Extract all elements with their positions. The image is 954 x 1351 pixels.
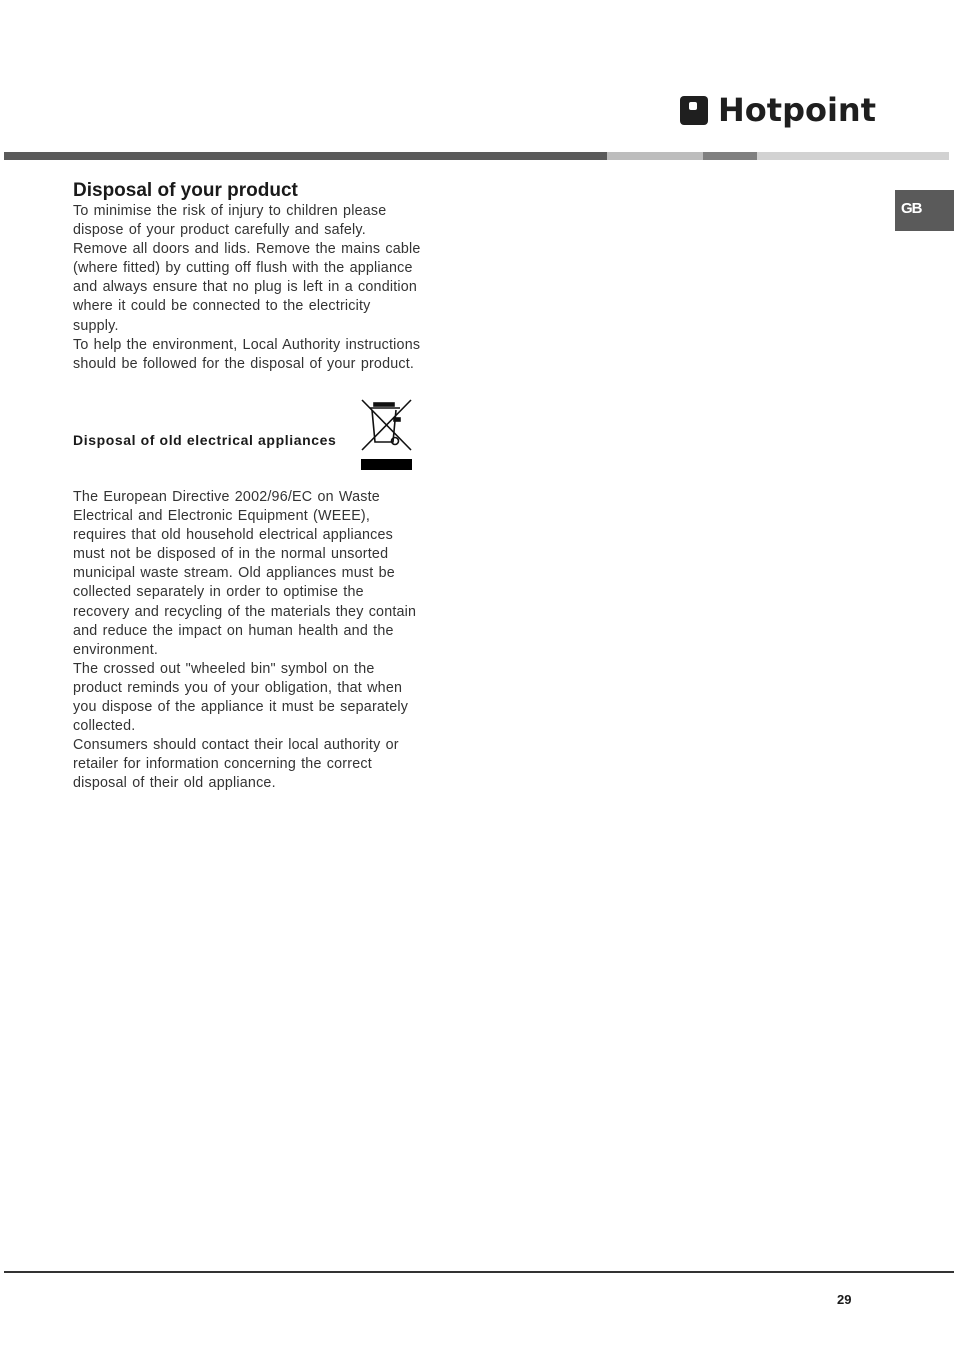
text-line: product reminds you of your obligation, that when: [73, 679, 403, 696]
text-line: requires that old household electrical appliances: [73, 527, 393, 544]
text-line: environment.: [73, 641, 159, 658]
text-line: Consumers should contact their local authority or: [73, 737, 399, 754]
language-tab: GB: [895, 190, 954, 231]
text-line: municipal waste stream. Old appliances must be: [73, 565, 395, 582]
header-bar-mid: [703, 152, 757, 160]
text-line: where it could be connected to the electricity: [73, 298, 371, 315]
text-line: recovery and recycling of the materials they contain: [73, 603, 417, 620]
text-line: Remove all doors and lids. Remove the mains cable: [73, 241, 421, 258]
text-line: dispose of your product carefully and safely.: [73, 222, 366, 239]
text-line: and reduce the impact on human health and the: [73, 622, 394, 639]
text-line: collected separately in order to optimise the: [73, 584, 364, 601]
logo-mark-icon: [680, 96, 708, 125]
header-bar-dark: [4, 152, 607, 160]
subsection-title: Disposal of old electrical appliances: [73, 432, 337, 448]
crossed-wheelie-bin-icon: [360, 398, 414, 477]
header-bar-light: [607, 152, 703, 160]
text-line: you dispose of the appliance it must be separately: [73, 699, 409, 716]
text-line: should be followed for the disposal of your product.: [73, 355, 415, 372]
footer-divider: [4, 1271, 954, 1273]
text-line: retailer for information concerning the correct: [73, 756, 372, 773]
header-bar-lightest: [757, 152, 949, 160]
text-line: The European Directive 2002/96/EC on Waste: [73, 489, 380, 505]
text-line: The crossed out "wheeled bin" symbol on the: [73, 660, 375, 677]
subsection-body: [73, 488, 416, 794]
text-line: supply.: [73, 317, 119, 334]
section-title: Disposal of your product: [73, 180, 298, 201]
text-line: To help the environment, Local Authority instructions: [73, 336, 421, 353]
text-line: and always ensure that no plug is left in a condition: [73, 279, 418, 296]
text-line: disposal of their old appliance.: [73, 775, 276, 792]
page-number: 29: [837, 1292, 852, 1307]
section-body: [73, 202, 421, 374]
text-line: To minimise the risk of injury to children please: [73, 203, 387, 219]
brand-name: Hotpoint: [718, 91, 876, 129]
text-line: (where fitted) by cutting off flush with the appliance: [73, 260, 413, 277]
text-line: must not be disposed of in the normal unsorted: [73, 546, 389, 563]
hotpoint-logo: [680, 92, 876, 128]
text-line: Electrical and Electronic Equipment (WEEE),: [73, 508, 371, 525]
text-line: collected.: [73, 718, 136, 735]
